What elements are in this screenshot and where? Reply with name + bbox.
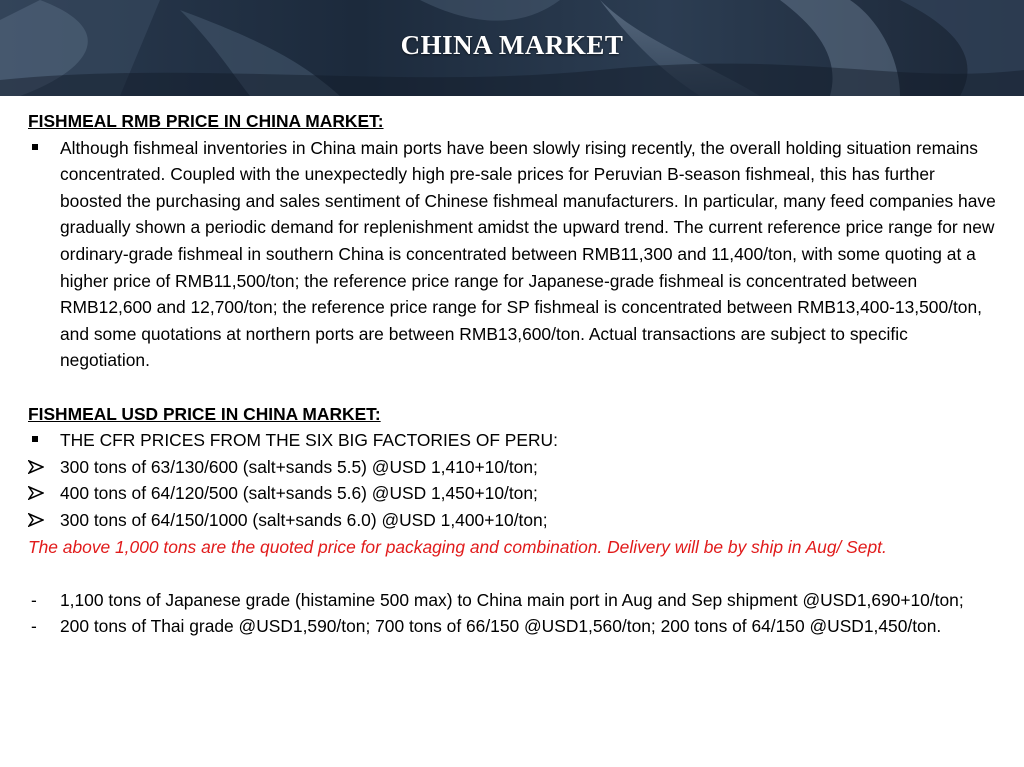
cfr-label-item	[28, 427, 998, 454]
arrow-bullet-icon	[28, 513, 44, 527]
dash-bullet-glyph: -	[31, 589, 37, 610]
dash-bullet-marker	[28, 613, 60, 639]
square-bullet-marker	[28, 135, 60, 161]
header-banner	[0, 0, 1024, 96]
square-bullet-icon	[32, 144, 38, 150]
arrow-bullet-icon	[28, 460, 44, 474]
content-area	[28, 108, 998, 640]
square-bullet-icon	[32, 436, 38, 442]
offer-text: 400 tons of 64/120/500 (salt+sands 5.6) @USD 1,450+10/ton;	[60, 483, 538, 504]
offer-text: 300 tons of 63/130/600 (salt+sands 5.5) @USD 1,410+10/ton;	[60, 456, 538, 477]
dash-item-text: 1,100 tons of Japanese grade (histamine 500 max) to China main port in Aug and Sep shipment @USD1,690+10/ton;	[60, 589, 964, 610]
offer-item	[28, 507, 998, 534]
rmb-paragraph: Although fishmeal inventories in China main ports have been slowly rising recently, the overall holding situation remains concentrated. Coupled with the unexpectedly high pre-sale prices for Peruvian B-season fishmeal, this has further boosted the purchasing and sales sentiment of Chinese fishmeal manufacturers. In particular, many feed companies have gradually shown a periodic demand for replenishment amidst the upward trend. The current reference price range for new ordinary-grade fishmeal in southern China is concentrated between RMB11,300 and 11,400/ton, with some quoting at a higher price of RMB11,500/ton; the reference price range for Japanese-grade fishmeal is concentrated between RMB12,600 and 12,700/ton; the reference price range for SP fishmeal is concentrated between RMB13,400-13,500/ton, and some quotations at northern ports are between RMB13,600/ton. Actual transactions are subject to specific negotiation.	[60, 137, 996, 371]
rmb-paragraph-item	[28, 135, 998, 374]
offer-item	[28, 480, 998, 507]
dash-item-text: 200 tons of Thai grade @USD1,590/ton; 700 tons of 66/150 @USD1,560/ton; 200 tons of 64/150 @USD1,450/ton.	[60, 616, 942, 637]
dash-bullet-glyph: -	[31, 616, 37, 637]
page-title: CHINA MARKET	[400, 30, 624, 60]
dash-bullet-marker	[28, 587, 60, 613]
square-bullet-marker	[28, 427, 60, 453]
offer-item	[28, 454, 998, 481]
arrow-bullet-marker	[28, 507, 60, 533]
usd-section-heading: FISHMEAL USD PRICE IN CHINA MARKET:	[28, 403, 381, 424]
arrow-bullet-marker	[28, 480, 60, 506]
delivery-note: The above 1,000 tons are the quoted price for packaging and combination. Delivery will be by ship in Aug/ Sept.	[28, 536, 887, 557]
arrow-bullet-icon	[28, 486, 44, 500]
cfr-label: THE CFR PRICES FROM THE SIX BIG FACTORIES OF PERU:	[60, 430, 558, 451]
arrow-bullet-marker	[28, 454, 60, 480]
dash-item	[28, 613, 998, 640]
offer-text: 300 tons of 64/150/1000 (salt+sands 6.0) @USD 1,400+10/ton;	[60, 509, 548, 530]
rmb-section-heading: FISHMEAL RMB PRICE IN CHINA MARKET:	[28, 111, 384, 131]
spacer	[28, 374, 998, 401]
dash-item	[28, 587, 998, 614]
spacer	[28, 560, 998, 587]
